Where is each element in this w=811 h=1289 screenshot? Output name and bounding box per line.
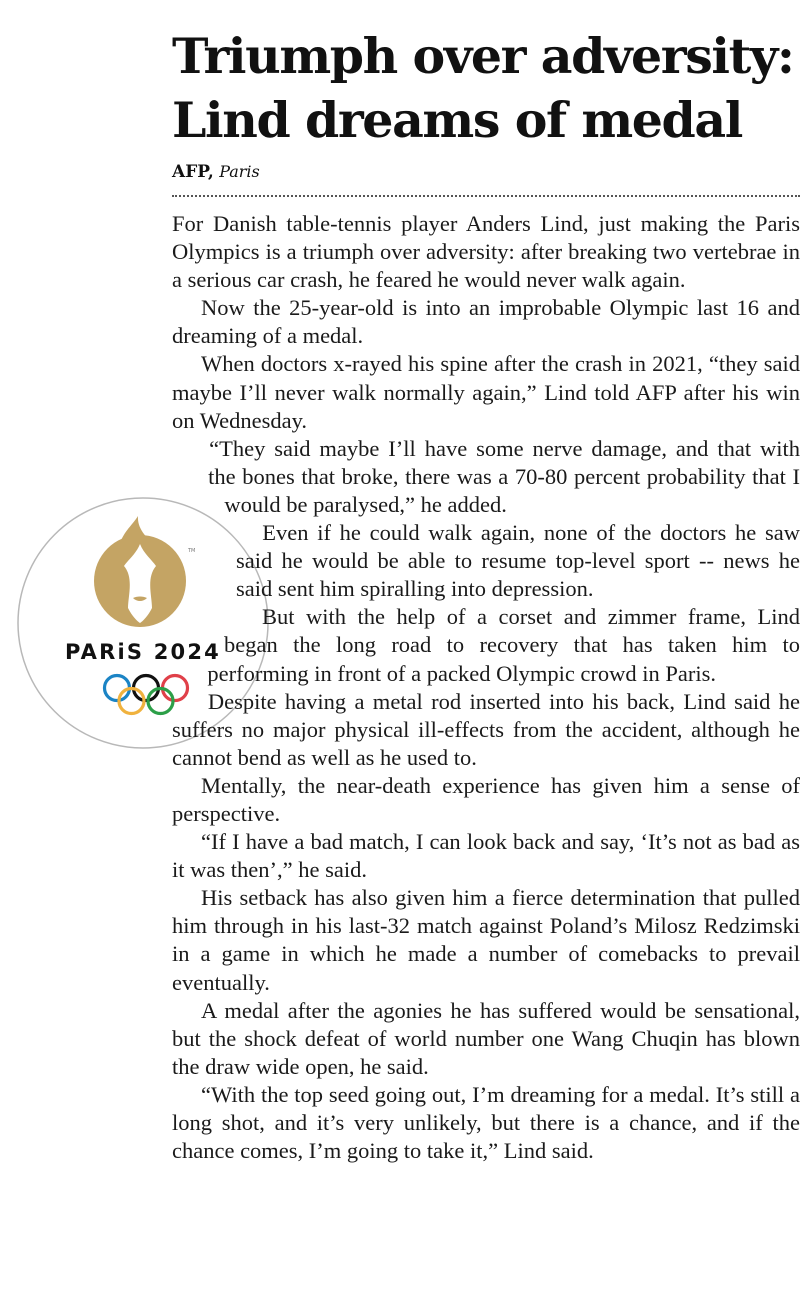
article-paragraph: “If I have a bad match, I can look back and say, ‘It’s not as bad as it was then’,” he said.	[172, 829, 800, 883]
article-paragraph: A medal after the agonies he has suffered would be sensational, but the shock defeat of world number one Wang Chuqin has blown the draw wide open, he said.	[172, 997, 800, 1079]
headline-line-1: Triumph over adversity:	[172, 27, 794, 85]
article-paragraph: His setback has also given him a fierce determination that pulled him through in his last-32 match against Poland’s Milosz Redzimski in a game in which he made a number of comebacks to prevail eventually.	[172, 885, 800, 995]
article-paragraph: Despite having a metal rod inserted into his back, Lind said he suffers no major physical ill-effects from the accident, although he cannot bend as well as he used to.	[172, 688, 800, 770]
headline	[172, 24, 794, 152]
trademark-mark: TM	[188, 548, 196, 554]
article-paragraph: But with the help of a corset and zimmer frame, Lind began the long road to recovery that has taken him to performing in front of a packed Olympic crowd in Paris.	[207, 604, 800, 686]
dotted-divider	[172, 195, 800, 197]
article-paragraph: “With the top seed going out, I’m dreaming for a medal. It’s still a long shot, and it’s very unlikely, but there is a chance, and if the chance comes, I’m going to take it,” Lind said.	[172, 1081, 800, 1164]
byline	[172, 158, 260, 186]
article-paragraph: When doctors x-rayed his spine after the crash in 2021, “they said maybe I’ll never walk normally again,” Lind told AFP after his win on Wednesday.	[172, 351, 800, 433]
byline-city: Paris	[219, 162, 260, 181]
article-paragraph: Even if he could walk again, none of the doctors he saw said he would be able to resume top-level sport -- news he said sent him spiralling into depression.	[235, 520, 800, 602]
article-paragraph: “They said maybe I’ll have some nerve damage, and that with the bones that broke, there was a 70-80 percent probability that I would be paralysed,” he added.	[208, 435, 800, 517]
article-paragraph: For Danish table-tennis player Anders Lind, just making the Paris Olympics is a triumph over adversity: after breaking two vertebrae in a serious car crash, he feared he would never walk again.	[172, 211, 800, 293]
article-body	[172, 210, 800, 1165]
headline-line-2: Lind dreams of medal	[172, 91, 742, 149]
article-paragraph: Mentally, the near-death experience has given him a sense of perspective.	[172, 772, 800, 826]
byline-agency: AFP,	[172, 162, 214, 182]
logo-wordmark: PARiS 2024	[65, 640, 221, 664]
article-paragraph: Now the 25-year-old is into an improbable Olympic last 16 and dreaming of a medal.	[172, 295, 800, 349]
